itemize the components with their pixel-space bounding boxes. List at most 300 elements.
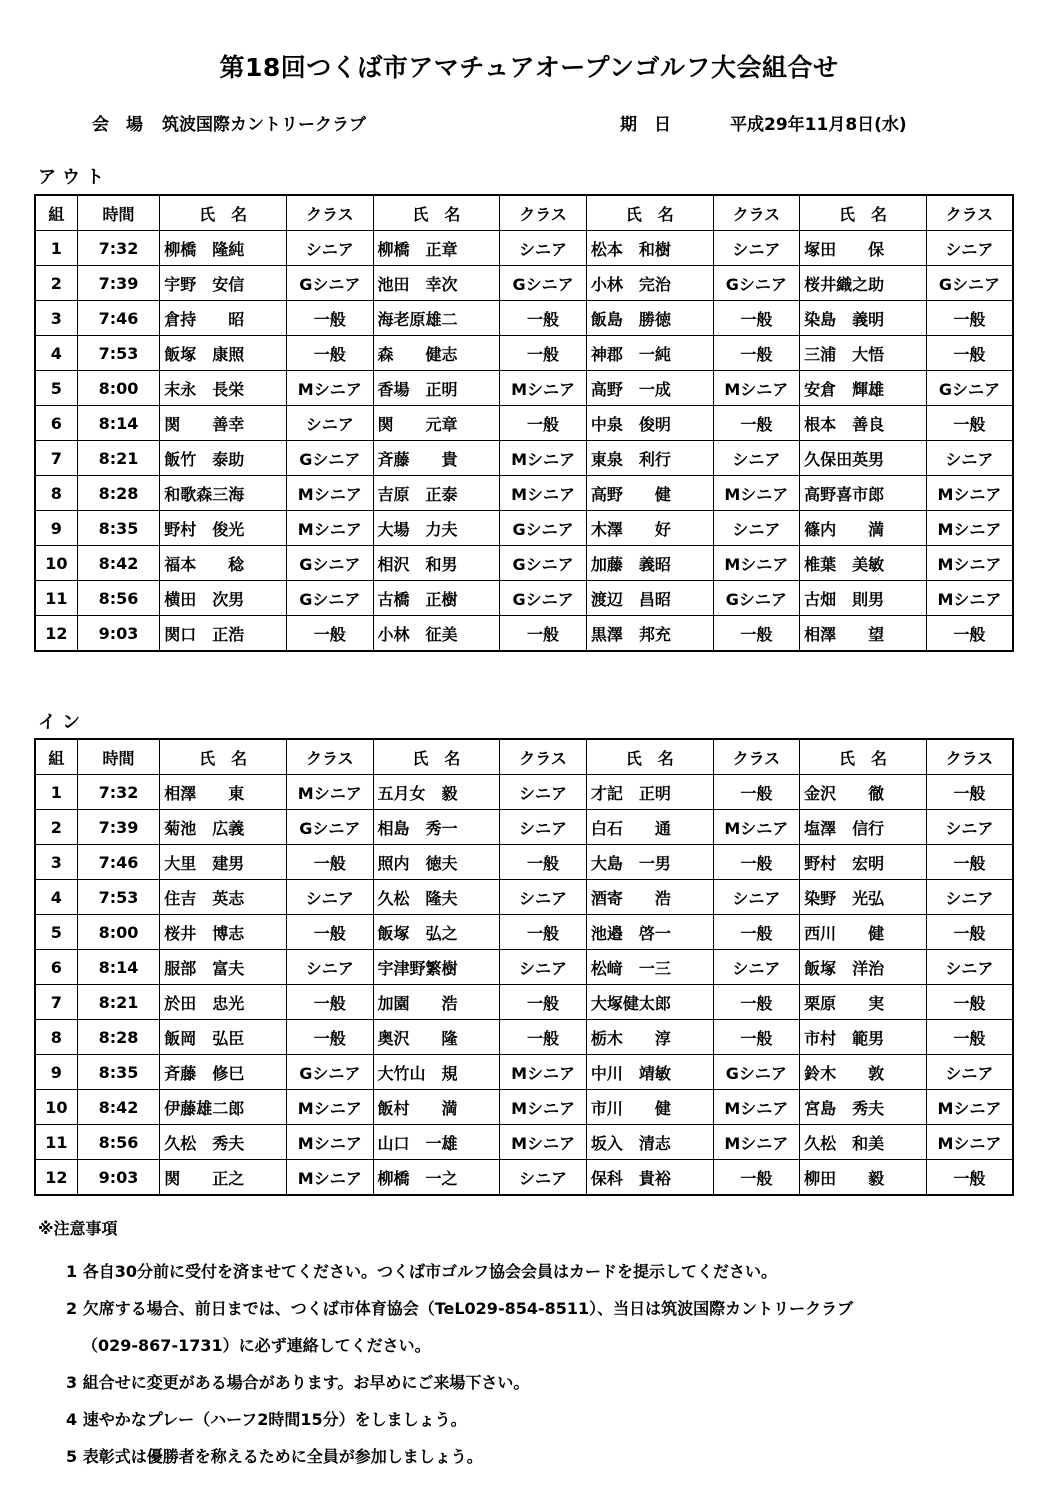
time-cell: 7:46 [77,845,160,880]
time-cell: 7:53 [77,880,160,915]
group-cell: 6 [35,950,77,985]
note-item: （029-867-1731）に必ず連絡してください。 [82,1336,431,1355]
class-cell: 一般 [713,985,800,1020]
class-cell: シニア [926,810,1013,845]
player-name-cell: 関口 正浩 [160,616,287,652]
time-cell: 8:42 [77,1090,160,1125]
class-cell: Gシニア [713,581,800,616]
column-header: クラス [500,739,587,775]
column-header: 氏 名 [586,195,713,231]
player-name-cell: 久保田英男 [800,441,927,476]
class-cell: 一般 [713,1020,800,1055]
class-cell: Gシニア [287,546,374,581]
column-header: 時間 [77,195,160,231]
class-cell: Gシニア [500,266,587,301]
column-header: 氏 名 [373,195,500,231]
class-cell: Gシニア [287,266,374,301]
group-cell: 7 [35,985,77,1020]
class-cell: シニア [500,810,587,845]
table-row [35,1020,1013,1055]
column-header: クラス [926,195,1013,231]
player-name-cell: 海老原雄二 [373,301,500,336]
class-cell: Mシニア [713,1125,800,1160]
player-name-cell: 関 元章 [373,406,500,441]
player-name-cell: 宇津野繁樹 [373,950,500,985]
table-row [35,476,1013,511]
time-cell: 9:03 [77,616,160,652]
player-name-cell: 高野 一成 [586,371,713,406]
time-cell: 8:00 [77,915,160,950]
group-cell: 9 [35,1055,77,1090]
in-section-label: イン [38,712,86,733]
column-header: 時間 [77,739,160,775]
time-cell: 8:56 [77,581,160,616]
class-cell: シニア [500,1160,587,1196]
time-cell: 7:39 [77,266,160,301]
class-cell: 一般 [713,1160,800,1196]
class-cell: 一般 [926,915,1013,950]
group-cell: 9 [35,511,77,546]
player-name-cell: 木澤 好 [586,511,713,546]
player-name-cell: 森 健志 [373,336,500,371]
player-name-cell: 栃木 淳 [586,1020,713,1055]
class-cell: 一般 [287,985,374,1020]
player-name-cell: 福本 稔 [160,546,287,581]
note-item: 4 速やかなプレー（ハーフ2時間15分）をしましょう。 [66,1410,467,1429]
class-cell: Gシニア [500,581,587,616]
class-cell: シニア [926,950,1013,985]
player-name-cell: 宇野 安信 [160,266,287,301]
player-name-cell: 久松 隆夫 [373,880,500,915]
player-name-cell: 相澤 望 [800,616,927,652]
note-item: 3 組合せに変更がある場合があります。お早めにご来場下さい。 [66,1373,530,1392]
player-name-cell: 椎葉 美敏 [800,546,927,581]
note-item: 2 欠席する場合、前日までは、つくば市体育協会（TeL029-854-8511）、当日は筑波国際カントリークラブ [66,1299,854,1318]
class-cell: 一般 [500,1020,587,1055]
class-cell: シニア [287,406,374,441]
column-header: クラス [287,195,374,231]
player-name-cell: 久松 和美 [800,1125,927,1160]
player-name-cell: 池邉 啓一 [586,915,713,950]
time-cell: 9:03 [77,1160,160,1196]
player-name-cell: 柳橋 正章 [373,231,500,266]
player-name-cell: 吉原 正泰 [373,476,500,511]
column-header: 組 [35,195,77,231]
class-cell: Mシニア [926,1125,1013,1160]
note-item: 5 表彰式は優勝者を称えるために全員が参加しましょう。 [66,1447,483,1466]
player-name-cell: 神郡 一純 [586,336,713,371]
player-name-cell: 酒寄 浩 [586,880,713,915]
class-cell: 一般 [500,406,587,441]
class-cell: Gシニア [287,581,374,616]
table-row [35,880,1013,915]
class-cell: Gシニア [500,546,587,581]
class-cell: Gシニア [500,511,587,546]
class-cell: Mシニア [500,1125,587,1160]
class-cell: Mシニア [926,476,1013,511]
class-cell: 一般 [713,406,800,441]
class-cell: Gシニア [287,441,374,476]
player-name-cell: 飯岡 弘臣 [160,1020,287,1055]
player-name-cell: 栗原 実 [800,985,927,1020]
player-name-cell: 相沢 和男 [373,546,500,581]
class-cell: Mシニア [500,441,587,476]
table-row [35,845,1013,880]
class-cell: 一般 [926,1020,1013,1055]
class-cell: Mシニア [500,1090,587,1125]
class-cell: Mシニア [713,476,800,511]
table-row [35,301,1013,336]
class-cell: 一般 [500,915,587,950]
class-cell: 一般 [713,616,800,652]
player-name-cell: 桜井 博志 [160,915,287,950]
class-cell: Mシニア [287,1160,374,1196]
player-name-cell: 市村 範男 [800,1020,927,1055]
player-name-cell: 鈴木 敦 [800,1055,927,1090]
column-header: 氏 名 [373,739,500,775]
class-cell: 一般 [500,616,587,652]
table-row [35,511,1013,546]
player-name-cell: 相島 秀一 [373,810,500,845]
group-cell: 11 [35,581,77,616]
class-cell: 一般 [287,915,374,950]
table-row [35,1160,1013,1196]
table-row [35,231,1013,266]
class-cell: Mシニア [287,511,374,546]
player-name-cell: 桜井織之助 [800,266,927,301]
class-cell: Mシニア [287,775,374,810]
class-cell: 一般 [287,336,374,371]
time-cell: 8:56 [77,1125,160,1160]
class-cell: シニア [500,880,587,915]
player-name-cell: 渡辺 昌昭 [586,581,713,616]
group-cell: 2 [35,810,77,845]
player-name-cell: 小林 完治 [586,266,713,301]
class-cell: シニア [926,441,1013,476]
player-name-cell: 宮島 秀夫 [800,1090,927,1125]
class-cell: Mシニア [713,810,800,845]
notes-section [38,1216,853,1475]
column-header: クラス [713,739,800,775]
class-cell: 一般 [713,845,800,880]
player-name-cell: 加園 浩 [373,985,500,1020]
class-cell: シニア [713,950,800,985]
player-name-cell: 飯島 勝徳 [586,301,713,336]
class-cell: 一般 [500,336,587,371]
player-name-cell: 黒澤 邦充 [586,616,713,652]
class-cell: 一般 [713,336,800,371]
player-name-cell: 東泉 利行 [586,441,713,476]
player-name-cell: 飯竹 泰助 [160,441,287,476]
player-name-cell: 倉持 昭 [160,301,287,336]
column-header: クラス [713,195,800,231]
group-cell: 5 [35,371,77,406]
class-cell: Gシニア [713,266,800,301]
out-section-label: アウト [38,167,110,188]
class-cell: Mシニア [926,581,1013,616]
class-cell: Gシニア [713,1055,800,1090]
class-cell: 一般 [926,616,1013,652]
player-name-cell: 坂入 清志 [586,1125,713,1160]
player-name-cell: 菊池 広義 [160,810,287,845]
class-cell: シニア [713,231,800,266]
class-cell: シニア [713,511,800,546]
group-cell: 7 [35,441,77,476]
player-name-cell: 松本 和樹 [586,231,713,266]
player-name-cell: 大島 一男 [586,845,713,880]
group-cell: 4 [35,336,77,371]
player-name-cell: 西川 健 [800,915,927,950]
time-cell: 8:21 [77,985,160,1020]
player-name-cell: 高野喜市郎 [800,476,927,511]
group-cell: 8 [35,1020,77,1055]
class-cell: シニア [500,950,587,985]
column-header: 氏 名 [800,739,927,775]
player-name-cell: 関 正之 [160,1160,287,1196]
table-row [35,775,1013,810]
class-cell: 一般 [287,301,374,336]
column-header: クラス [926,739,1013,775]
player-name-cell: 横田 次男 [160,581,287,616]
player-name-cell: 安倉 輝雄 [800,371,927,406]
date-label: 期 日 [620,115,671,135]
group-cell: 1 [35,775,77,810]
class-cell: 一般 [500,845,587,880]
player-name-cell: 斉藤 修巳 [160,1055,287,1090]
group-cell: 2 [35,266,77,301]
player-name-cell: 於田 忠光 [160,985,287,1020]
class-cell: 一般 [713,915,800,950]
note-item: 1 各自30分前に受付を済ませてください。つくば市ゴルフ協会会員はカードを提示してください。 [66,1262,777,1281]
time-cell: 7:32 [77,775,160,810]
table-row [35,1090,1013,1125]
player-name-cell: 市川 健 [586,1090,713,1125]
class-cell: 一般 [287,616,374,652]
page-title: 第18回つくば市アマチュアオープンゴルフ大会組合せ [219,53,839,82]
class-cell: Mシニア [287,1125,374,1160]
class-cell: 一般 [287,845,374,880]
player-name-cell: 伊藤雄二郎 [160,1090,287,1125]
class-cell: Gシニア [926,266,1013,301]
player-name-cell: 五月女 毅 [373,775,500,810]
player-name-cell: 山口 一雄 [373,1125,500,1160]
player-name-cell: 住吉 英志 [160,880,287,915]
time-cell: 8:42 [77,546,160,581]
player-name-cell: 加藤 義昭 [586,546,713,581]
player-name-cell: 塩澤 信行 [800,810,927,845]
group-cell: 10 [35,546,77,581]
group-cell: 1 [35,231,77,266]
player-name-cell: 染島 義明 [800,301,927,336]
player-name-cell: 大塚健太郎 [586,985,713,1020]
venue-name: 筑波国際カントリークラブ [162,115,366,135]
group-cell: 4 [35,880,77,915]
time-cell: 8:28 [77,476,160,511]
group-cell: 11 [35,1125,77,1160]
in-pairings-table [34,738,1014,1196]
player-name-cell: 白石 通 [586,810,713,845]
class-cell: Mシニア [713,1090,800,1125]
player-name-cell: 中川 靖敏 [586,1055,713,1090]
player-name-cell: 末永 長栄 [160,371,287,406]
table-row [35,441,1013,476]
class-cell: シニア [926,1055,1013,1090]
class-cell: Mシニア [713,371,800,406]
player-name-cell: 金沢 徹 [800,775,927,810]
class-cell: Gシニア [287,1055,374,1090]
time-cell: 8:21 [77,441,160,476]
class-cell: シニア [713,880,800,915]
time-cell: 8:14 [77,950,160,985]
column-header: 氏 名 [800,195,927,231]
class-cell: シニア [287,950,374,985]
class-cell: Gシニア [926,371,1013,406]
class-cell: 一般 [926,336,1013,371]
date-value: 平成29年11月8日(水) [730,115,907,135]
table-row [35,336,1013,371]
player-name-cell: 松﨑 一三 [586,950,713,985]
class-cell: Mシニア [926,511,1013,546]
column-header: 組 [35,739,77,775]
time-cell: 8:14 [77,406,160,441]
table-row [35,810,1013,845]
group-cell: 3 [35,845,77,880]
player-name-cell: 三浦 大悟 [800,336,927,371]
class-cell: シニア [713,441,800,476]
player-name-cell: 大竹山 規 [373,1055,500,1090]
player-name-cell: 照内 徳夫 [373,845,500,880]
class-cell: 一般 [926,406,1013,441]
class-cell: 一般 [926,845,1013,880]
player-name-cell: 古畑 則男 [800,581,927,616]
column-header: クラス [500,195,587,231]
class-cell: Mシニア [500,476,587,511]
class-cell: 一般 [926,1160,1013,1196]
player-name-cell: 柳田 毅 [800,1160,927,1196]
player-name-cell: 関 善幸 [160,406,287,441]
player-name-cell: 塚田 保 [800,231,927,266]
player-name-cell: 染野 光弘 [800,880,927,915]
player-name-cell: 池田 幸次 [373,266,500,301]
player-name-cell: 野村 宏明 [800,845,927,880]
time-cell: 7:39 [77,810,160,845]
group-cell: 10 [35,1090,77,1125]
table-row [35,985,1013,1020]
player-name-cell: 根本 善良 [800,406,927,441]
class-cell: Mシニア [500,1055,587,1090]
player-name-cell: 服部 富夫 [160,950,287,985]
column-header: 氏 名 [586,739,713,775]
table-row [35,581,1013,616]
class-cell: シニア [926,231,1013,266]
player-name-cell: 和歌森三海 [160,476,287,511]
player-name-cell: 篠内 満 [800,511,927,546]
player-name-cell: 大場 力夫 [373,511,500,546]
table-row [35,546,1013,581]
group-cell: 5 [35,915,77,950]
player-name-cell: 大里 建男 [160,845,287,880]
table-row [35,371,1013,406]
class-cell: シニア [500,775,587,810]
table-row [35,1125,1013,1160]
table-row [35,915,1013,950]
table-row [35,950,1013,985]
class-cell: Mシニア [287,476,374,511]
class-cell: Mシニア [287,371,374,406]
table-row [35,406,1013,441]
class-cell: 一般 [713,301,800,336]
player-name-cell: 飯塚 洋治 [800,950,927,985]
player-name-cell: 香場 正明 [373,371,500,406]
time-cell: 8:28 [77,1020,160,1055]
class-cell: シニア [926,880,1013,915]
group-cell: 12 [35,616,77,652]
player-name-cell: 柳橋 一之 [373,1160,500,1196]
player-name-cell: 小林 征美 [373,616,500,652]
class-cell: 一般 [500,301,587,336]
out-pairings-table [34,194,1014,652]
player-name-cell: 古橋 正樹 [373,581,500,616]
player-name-cell: 才記 正明 [586,775,713,810]
table-row [35,1055,1013,1090]
player-name-cell: 久松 秀夫 [160,1125,287,1160]
time-cell: 7:53 [77,336,160,371]
time-cell: 8:00 [77,371,160,406]
class-cell: シニア [287,231,374,266]
player-name-cell: 相澤 東 [160,775,287,810]
class-cell: Mシニア [926,546,1013,581]
class-cell: Gシニア [287,810,374,845]
table-row [35,616,1013,652]
column-header: 氏 名 [160,739,287,775]
class-cell: Mシニア [287,1090,374,1125]
table-header-row [35,195,1013,231]
class-cell: 一般 [926,775,1013,810]
player-name-cell: 野村 俊光 [160,511,287,546]
time-cell: 7:32 [77,231,160,266]
player-name-cell: 飯村 満 [373,1090,500,1125]
player-name-cell: 斉藤 貴 [373,441,500,476]
player-name-cell: 奥沢 隆 [373,1020,500,1055]
class-cell: シニア [500,231,587,266]
time-cell: 8:35 [77,511,160,546]
class-cell: 一般 [926,301,1013,336]
player-name-cell: 中泉 俊明 [586,406,713,441]
table-row [35,266,1013,301]
venue-label: 会 場 [92,115,143,135]
notes-heading: ※注意事項 [38,1219,118,1238]
player-name-cell: 保科 貴裕 [586,1160,713,1196]
player-name-cell: 飯塚 康照 [160,336,287,371]
class-cell: 一般 [500,985,587,1020]
group-cell: 3 [35,301,77,336]
group-cell: 6 [35,406,77,441]
player-name-cell: 高野 健 [586,476,713,511]
time-cell: 7:46 [77,301,160,336]
class-cell: シニア [287,880,374,915]
column-header: 氏 名 [160,195,287,231]
time-cell: 8:35 [77,1055,160,1090]
player-name-cell: 飯塚 弘之 [373,915,500,950]
column-header: クラス [287,739,374,775]
class-cell: 一般 [287,1020,374,1055]
class-cell: 一般 [713,775,800,810]
player-name-cell: 柳橋 隆純 [160,231,287,266]
class-cell: 一般 [926,985,1013,1020]
group-cell: 12 [35,1160,77,1196]
class-cell: Mシニア [713,546,800,581]
table-header-row [35,739,1013,775]
